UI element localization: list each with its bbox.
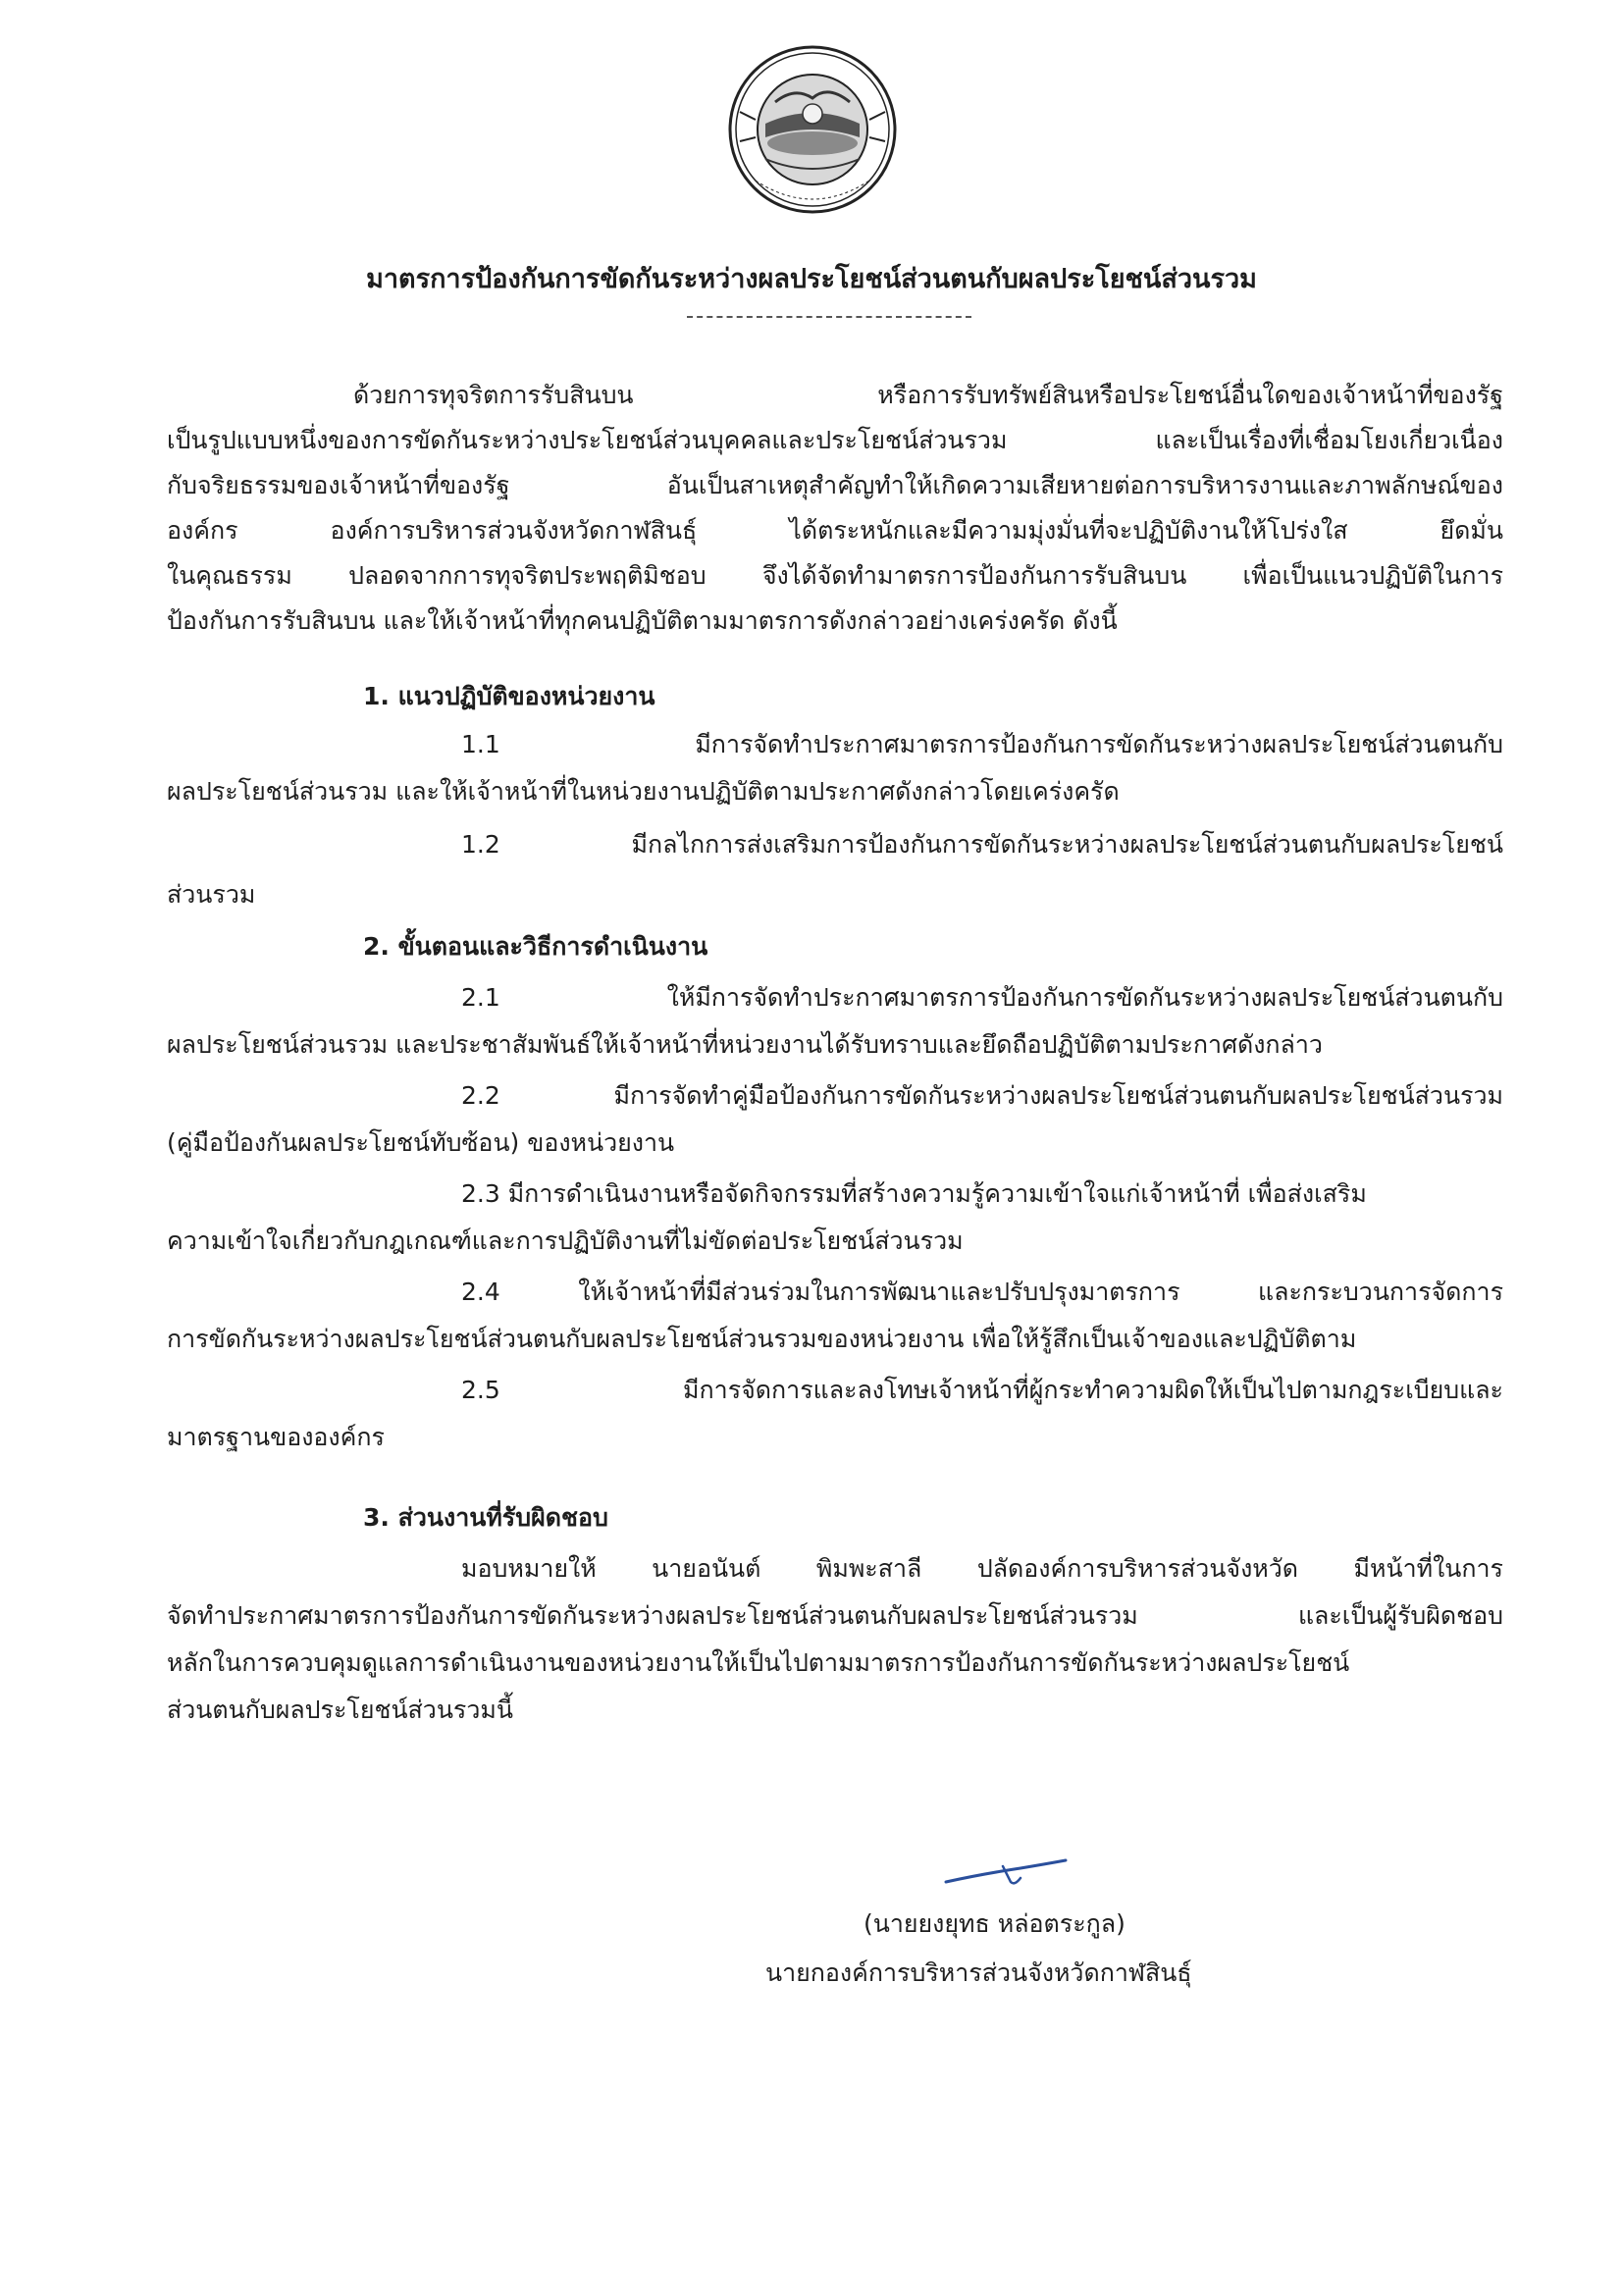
item-2-4-line-1: 2.4 ให้เจ้าหน้าที่มีส่วนร่วมในการพัฒนาและปรับปรุงมาตรการ และกระบวนการจัดการ	[461, 1278, 1503, 1306]
item-2-5-line-1: 2.5 มีการจัดการและลงโทษเจ้าหน้าที่ผู้กระทำความผิดให้เป็นไปตามกฎระเบียบและ	[461, 1376, 1503, 1404]
section-3-line-2: จัดทำประกาศมาตรการป้องกันการขัดกันระหว่างผลประโยชน์ส่วนตนกับผลประโยชน์ส่วนรวม และเป็นผู้รับผิดชอบ	[167, 1601, 1503, 1630]
intro-line-6: ป้องกันการรับสินบน และให้เจ้าหน้าที่ทุกคนปฏิบัติตามมาตรการดังกล่าวอย่างเคร่งครัด ดังนี้	[167, 606, 1118, 635]
item-1-2-line-2: ส่วนรวม	[167, 880, 256, 909]
section-3-line-4: ส่วนตนกับผลประโยชน์ส่วนรวมนี้	[167, 1696, 513, 1724]
item-1-1-line-2: ผลประโยชน์ส่วนรวม และให้เจ้าหน้าที่ในหน่วยงานปฏิบัติตามประกาศดังกล่าวโดยเคร่งครัด	[167, 777, 1120, 806]
item-2-4-line-2: การขัดกันระหว่างผลประโยชน์ส่วนตนกับผลประโยชน์ส่วนรวมของหน่วยงาน เพื่อให้รู้สึกเป็นเจ้าของและปฏิบัติตาม	[167, 1325, 1357, 1353]
signer-name: (นายยงยุทธ หล่อตระกูล)	[864, 1909, 1126, 1938]
item-1-2-line-1: 1.2 มีกลไกการส่งเสริมการป้องกันการขัดกันระหว่างผลประโยชน์ส่วนตนกับผลประโยชน์	[461, 830, 1503, 859]
intro-line-1: ด้วยการทุจริตการรับสินบน หรือการรับทรัพย์สินหรือประโยชน์อื่นใดของเจ้าหน้าที่ของรัฐ	[353, 381, 1503, 409]
section-2-heading: 2. ขั้นตอนและวิธีการดำเนินงาน	[363, 932, 708, 961]
organization-seal-icon	[726, 43, 899, 216]
item-2-2-line-2: (คู่มือป้องกันผลประโยชน์ทับซ้อน) ของหน่วยงาน	[167, 1128, 675, 1157]
item-2-3-line-2: ความเข้าใจเกี่ยวกับกฎเกณฑ์และการปฏิบัติงานที่ไม่ขัดต่อประโยชน์ส่วนรวม	[167, 1226, 964, 1255]
title-divider	[687, 316, 971, 318]
intro-line-4: องค์กร องค์การบริหารส่วนจังหวัดกาฬสินธุ์ ได้ตระหนักและมีความมุ่งมั่นที่จะปฏิบัติงานให้โปร่งใส ยึดมั่น	[167, 516, 1503, 545]
item-2-3-line-1: 2.3 มีการดำเนินงานหรือจัดกิจกรรมที่สร้างความรู้ความเข้าใจแก่เจ้าหน้าที่ เพื่อส่งเสริม	[461, 1179, 1367, 1208]
section-3-heading: 3. ส่วนงานที่รับผิดชอบ	[363, 1503, 608, 1532]
signer-position: นายกองค์การบริหารส่วนจังหวัดกาฬสินธุ์	[765, 1958, 1192, 1987]
item-2-2-line-1: 2.2 มีการจัดทำคู่มือป้องกันการขัดกันระหว่างผลประโยชน์ส่วนตนกับผลประโยชน์ส่วนรวม	[461, 1081, 1503, 1110]
signature-mark-icon	[942, 1852, 1070, 1892]
intro-line-2: เป็นรูปแบบหนึ่งของการขัดกันระหว่างประโยชน์ส่วนบุคคลและประโยชน์ส่วนรวม และเป็นเรื่องที่เชื่อมโยงเกี่ยวเนื่อง	[167, 426, 1503, 454]
section-3-line-1: มอบหมายให้ นายอนันต์ พิมพะสาลี ปลัดองค์การบริหารส่วนจังหวัด มีหน้าที่ในการ	[461, 1554, 1503, 1583]
item-2-1-line-2: ผลประโยชน์ส่วนรวม และประชาสัมพันธ์ให้เจ้าหน้าที่หน่วยงานได้รับทราบและยึดถือปฏิบัติตามประกาศดังกล่าว	[167, 1030, 1323, 1059]
section-1-heading: 1. แนวปฏิบัติของหน่วยงาน	[363, 682, 655, 710]
item-2-5-line-2: มาตรฐานขององค์กร	[167, 1423, 385, 1451]
intro-line-5: ในคุณธรรม ปลอดจากการทุจริตประพฤติมิชอบ จึงได้จัดทำมาตรการป้องกันการรับสินบน เพื่อเป็นแนวปฏิบัติในการ	[167, 561, 1503, 590]
item-2-1-line-1: 2.1 ให้มีการจัดทำประกาศมาตรการป้องกันการขัดกันระหว่างผลประโยชน์ส่วนตนกับ	[461, 983, 1503, 1012]
item-1-1-line-1: 1.1 มีการจัดทำประกาศมาตรการป้องกันการขัดกันระหว่างผลประโยชน์ส่วนตนกับ	[461, 730, 1503, 758]
document-title: มาตรการป้องกันการขัดกันระหว่างผลประโยชน์ส่วนตนกับผลประโยชน์ส่วนรวม	[366, 264, 1257, 294]
intro-line-3: กับจริยธรรมของเจ้าหน้าที่ของรัฐ อันเป็นสาเหตุสำคัญทำให้เกิดความเสียหายต่อการบริหารงานและภาพลักษณ์ของ	[167, 471, 1503, 499]
section-3-line-3: หลักในการควบคุมดูแลการดำเนินงานของหน่วยงานให้เป็นไปตามมาตรการป้องกันการขัดกันระหว่างผลประโยชน์	[167, 1648, 1350, 1677]
